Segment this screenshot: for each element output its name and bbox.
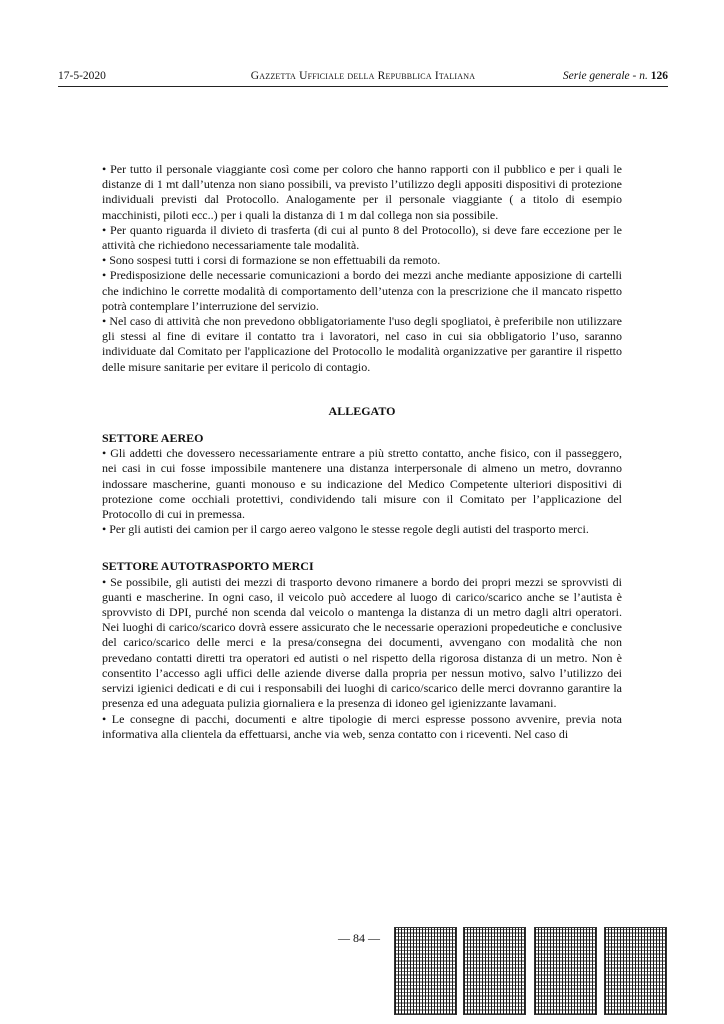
spacer (102, 537, 622, 559)
spacer (102, 375, 622, 404)
section-paragraph: • Se possibile, gli autisti dei mezzi di trasporto devono rimanere a bordo dei propri mezzi se sprovvisti di guanti e mascherine. In ogni caso, il veicolo può accedere al luogo di carico/scarico anche se l’autista è sprovvisto di DPI, purché non scenda dal veicolo o mantenga la distanza di un metro dagli altri operatori. Nei luoghi di carico/scarico dovrà essere assicurato che le necessarie operazioni propedeutiche e conclusive del carico/scarico delle merci e la presa/consegna dei documenti, avvengano con modalità che non prevedano contatti diretti tra operatori ed autisti o nel rispetto della rigorosa distanza di un metro. Non è consentito l’accesso agli uffici delle aziende diverse dalla propria per nessun motivo, salvo l’utilizzo dei servizi igienici dedicati e di cui i responsabili dei luoghi di carico/scarico delle merci dovranno garantire la presenza ed una adeguata pulizia giornaliera e la presenza di idoneo gel igienizzante lavamani. (102, 574, 622, 711)
section-title-autotrasporto: SETTORE AUTOTRASPORTO MERCI (102, 559, 314, 574)
section-title-aereo: SETTORE AEREO (102, 431, 204, 446)
datamatrix-code (534, 927, 597, 1015)
issue-date: 17-5-2020 (58, 70, 106, 82)
datamatrix-code (463, 927, 526, 1015)
gazette-title: Gazzetta Ufficiale della Repubblica Italiana (250, 70, 476, 82)
spacer (102, 419, 622, 431)
document-body (102, 162, 622, 742)
intro-paragraph: • Sono sospesi tutti i corsi di formazione se non effettuabili da remoto. (102, 253, 441, 268)
series-label: Serie generale - n. (562, 70, 648, 82)
series-info (563, 68, 668, 84)
datamatrix-code (394, 927, 457, 1015)
annex-title: ALLEGATO (328, 403, 396, 418)
page-footer (0, 927, 724, 1017)
series-number: 126 (650, 70, 668, 82)
section-paragraph: • Le consegne di pacchi, documenti e altre tipologie di merci espresse possono avvenire, previa nota informativa alla clientela da effettuarsi, anche via web, senza contatto con i riceventi. Nel caso di (102, 711, 622, 741)
header-rule (58, 86, 668, 87)
intro-paragraph: • Per quanto riguarda il divieto di trasferta (di cui al punto 8 del Protocollo), si deve fare eccezione per le attività che richiedono necessariamente tale modalità. (102, 222, 622, 253)
page-header (58, 68, 668, 84)
section-paragraph: • Per gli autisti dei camion per il cargo aereo valgono le stesse regole degli autisti del trasporto merci. (102, 522, 589, 537)
section-paragraph: • Gli addetti che dovessero necessariamente entrare a più stretto contatto, anche fisico, con il passeggero, nei casi in cui fosse impossibile mantenere una distanza interpersonale di almeno un metro, dovranno indossare mascherine, guanti monouso e su indicazione del Medico Competente ulteriori dispositivi di protezione come occhiali protettivi, condividendo tali misure con il Comitato per l’applicazione del Protocollo di cui in premessa. (102, 446, 622, 522)
page-number: — 84 — (338, 931, 380, 945)
intro-paragraph: • Predisposizione delle necessarie comunicazioni a bordo dei mezzi anche mediante apposizione di cartelli che indichino le corrette modalità di comportamento dell’utenza con la prescrizione che il mancato rispetto potrà contemplare l’interruzione del servizio. (102, 268, 622, 313)
datamatrix-code (604, 927, 667, 1015)
intro-paragraph: • Nel caso di attività che non prevedono obbligatoriamente l'uso degli spogliatoi, è preferibile non utilizzare gli stessi al fine di evitare il contatto tra i lavoratori, nel caso in cui sia obbligatorio l’uso, saranno individuate dal Comitato per l'applicazione del Protocollo le modalità organizzative per garantire il rispetto delle misure sanitarie per evitare il pericolo di contagio. (102, 314, 622, 374)
intro-paragraph: • Per tutto il personale viaggiante così come per coloro che hanno rapporti con il pubblico e per i quali le distanze di 1 mt dall’utenza non siano possibili, va previsto l’utilizzo degli appositi dispositivi di protezione individuali previsti dal Protocollo. Analogamente per il personale viaggiante ( a titolo di esempio macchinisti, piloti ecc..) per i quali la distanza di 1 m dal collega non sia possibile. (102, 162, 622, 222)
